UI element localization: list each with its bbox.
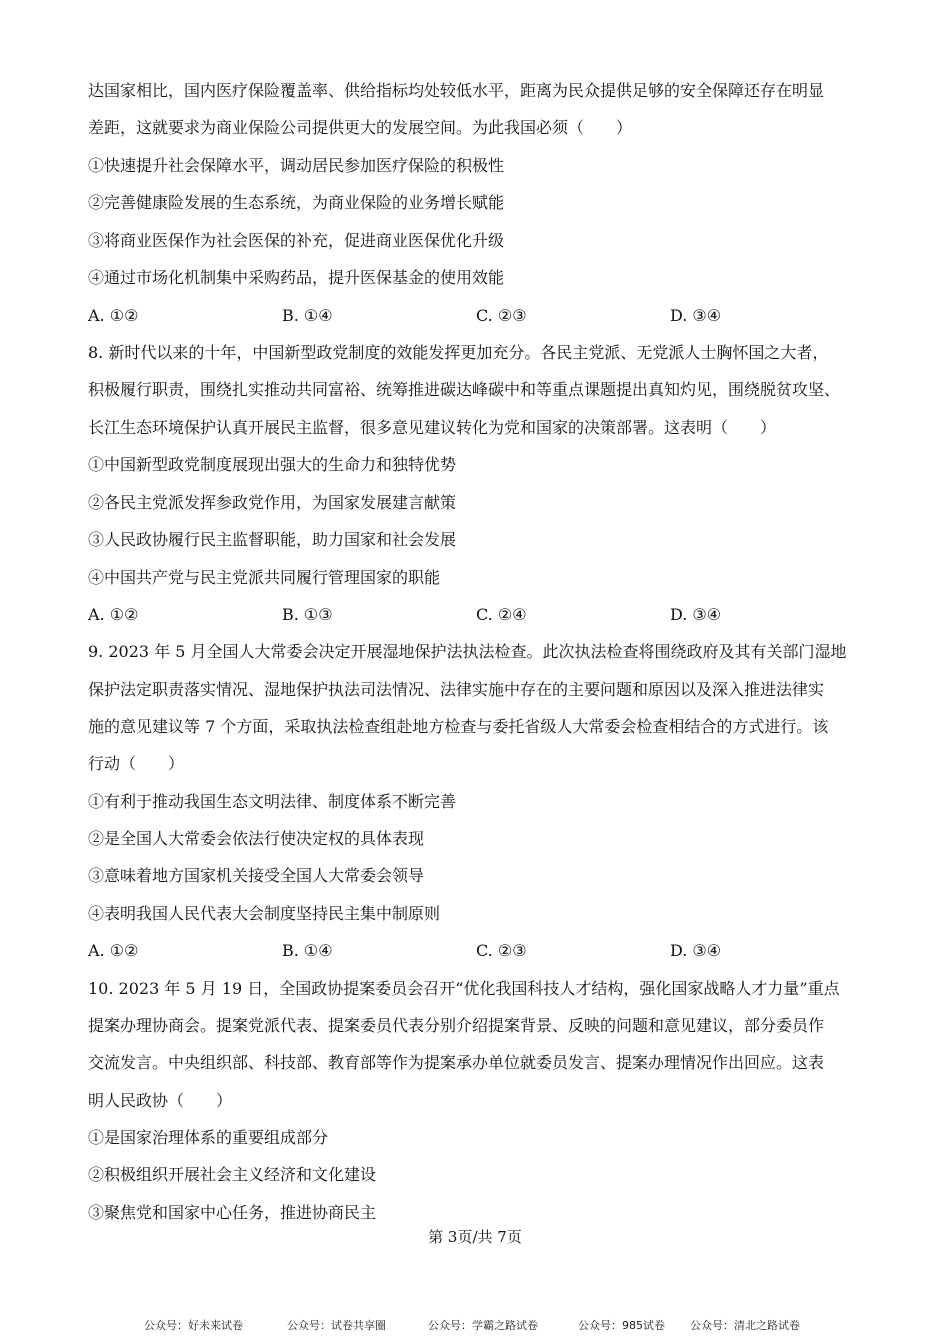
q8-option-b: B. ①③ xyxy=(282,605,333,624)
q7-option-c: C. ②③ xyxy=(476,306,527,325)
q9-option-d: D. ③④ xyxy=(670,941,722,960)
q9-statement: ③意味着地方国家机关接受全国人大常委会领导 xyxy=(88,866,425,885)
q10-statement: ①是国家治理体系的重要组成部分 xyxy=(88,1128,329,1147)
q8-option-a: A. ①② xyxy=(88,605,139,624)
page-number: 第 3页/共 7页 xyxy=(428,1228,522,1246)
q9-option-b: B. ①④ xyxy=(282,941,333,960)
q7-option-d: D. ③④ xyxy=(670,306,722,325)
q7-statement: ③将商业医保作为社会医保的补充，促进商业医保优化升级 xyxy=(88,231,505,250)
q8-statement: ③人民政协履行民主监督职能，助力国家和社会发展 xyxy=(88,530,457,549)
footer-brand: 公众号：985试卷 xyxy=(578,1319,665,1332)
footer-brand: 公众号：学霸之路试卷 xyxy=(428,1319,538,1332)
q10-statement: ②积极组织开展社会主义经济和文化建设 xyxy=(88,1165,377,1184)
q9-statement: ②是全国人大常委会依法行使决定权的具体表现 xyxy=(88,829,425,848)
q7-option-b: B. ①④ xyxy=(282,306,333,325)
q8-text-line: 8. 新时代以来的十年，中国新型政党制度的效能发挥更加充分。各民主党派、无党派人士胸怀国之大者， xyxy=(88,343,829,362)
q10-text-line: 10. 2023 年 5 月 19 日，全国政协提案委员会召开“优化我国科技人才结构，强化国家战略人才力量”重点 xyxy=(88,979,840,998)
q10-text-line: 交流发言。中央组织部、科技部、教育部等作为提案承办单位就委员发言、提案办理情况作出回应。这表 xyxy=(88,1053,825,1072)
q8-statement: ②各民主党派发挥参政党作用，为国家发展建言献策 xyxy=(88,493,457,512)
q8-statement: ①中国新型政党制度展现出强大的生命力和独特优势 xyxy=(88,455,457,474)
q10-text-line: 明人民政协（ ） xyxy=(88,1091,233,1110)
q7-text-line: 差距，这就要求为商业保险公司提供更大的发展空间。为此我国必须（ ） xyxy=(88,118,633,137)
q8-text-line: 长江生态环境保护认真开展民主监督，很多意见建议转化为党和国家的决策部署。这表明（ ） xyxy=(88,418,777,437)
q9-text-line: 行动（ ） xyxy=(88,754,185,773)
q7-text-line: 达国家相比，国内医疗保险覆盖率、供给指标均处较低水平，距离为民众提供足够的安全保障还存在明显 xyxy=(88,81,825,100)
q9-text-line: 9. 2023 年 5 月全国人大常委会决定开展湿地保护法执法检查。此次执法检查将围绕政府及其有关部门湿地 xyxy=(88,642,847,661)
q10-statement: ③聚焦党和国家中心任务，推进协商民主 xyxy=(88,1203,377,1222)
q7-statement: ④通过市场化机制集中采购药品，提升医保基金的使用效能 xyxy=(88,268,505,287)
q8-text-line: 积极履行职责，围绕扎实推动共同富裕、统筹推进碳达峰碳中和等重点课题提出真知灼见，围绕脱贫攻坚、 xyxy=(88,380,841,399)
q7-statement: ②完善健康险发展的生态系统，为商业保险的业务增长赋能 xyxy=(88,193,505,212)
q9-option-a: A. ①② xyxy=(88,941,139,960)
q7-option-a: A. ①② xyxy=(88,306,139,325)
footer-brand: 公众号：清北之路试卷 xyxy=(690,1319,800,1332)
q9-statement: ④表明我国人民代表大会制度坚持民主集中制原则 xyxy=(88,904,441,923)
q9-option-c: C. ②③ xyxy=(476,941,527,960)
q7-statement: ①快速提升社会保障水平，调动居民参加医疗保险的积极性 xyxy=(88,156,505,175)
footer-brand: 公众号：好未来试卷 xyxy=(144,1319,243,1332)
q9-statement: ①有利于推动我国生态文明法律、制度体系不断完善 xyxy=(88,792,457,811)
q9-text-line: 施的意见建议等 7 个方面，采取执法检查组赴地方检查与委托省级人大常委会检查相结合的方式进行。该 xyxy=(88,717,829,736)
footer-brand: 公众号：试卷共享圈 xyxy=(287,1319,386,1332)
q10-text-line: 提案办理协商会。提案党派代表、提案委员代表分别介绍提案背景、反映的问题和意见建议，部分委员作 xyxy=(88,1016,825,1035)
q8-statement: ④中国共产党与民主党派共同履行管理国家的职能 xyxy=(88,568,441,587)
q9-text-line: 保护法定职责落实情况、湿地保护执法司法情况、法律实施中存在的主要问题和原因以及深入推进法律实 xyxy=(88,680,825,699)
q8-option-d: D. ③④ xyxy=(670,605,722,624)
q8-option-c: C. ②④ xyxy=(476,605,527,624)
